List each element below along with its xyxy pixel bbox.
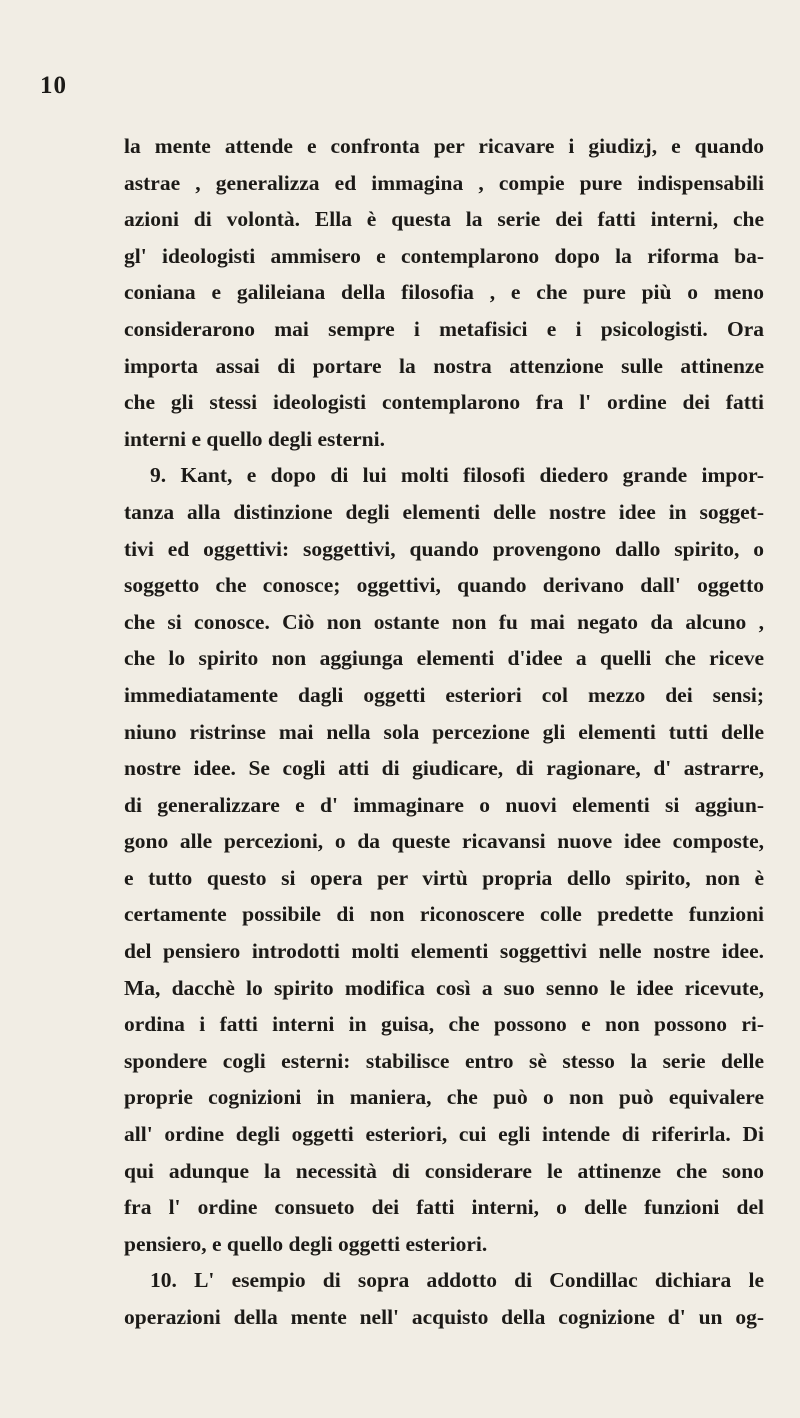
page-number: 10 xyxy=(40,72,67,99)
text-line: gl' ideologisti ammisero e contemplarono dopo la riforma ba- xyxy=(124,243,764,268)
text-line: coniana e galileiana della filosofia , e che pure più o meno xyxy=(124,280,764,305)
text-line: immediatamente dagli oggetti esteriori col mezzo dei sensi; xyxy=(124,682,764,707)
text-line: considerarono mai sempre i metafisici e i psicologisti. Ora xyxy=(124,316,764,341)
text-line: la mente attende e confronta per ricavare i giudizj, e quando xyxy=(124,134,764,158)
text-line: Ma, dacchè lo spirito modifica così a suo senno le idee ricevute, xyxy=(124,975,764,1000)
text-line: di generalizzare e d' immaginare o nuovi elementi si aggiun- xyxy=(124,792,764,817)
text-line: del pensiero introdotti molti elementi soggettivi nelle nostre idee. xyxy=(124,939,764,964)
text-line: 10. L' esempio di sopra addotto di Condillac dichiara le xyxy=(150,1268,764,1293)
text-line: operazioni della mente nell' acquisto della cognizione d' un og- xyxy=(124,1305,764,1329)
text-line: tanza alla distinzione degli elementi delle nostre idee in sogget- xyxy=(124,499,764,524)
text-line: qui adunque la necessità di considerare le attinenze che sono xyxy=(124,1158,764,1183)
text-line: che gli stessi ideologisti contemplarono fra l' ordine dei fatti xyxy=(124,390,764,415)
text-line: proprie cognizioni in maniera, che può o non può equivalere xyxy=(124,1085,764,1110)
body-text xyxy=(124,128,764,1336)
text-line: importa assai di portare la nostra attenzione sulle attinenze xyxy=(124,353,764,378)
text-line: pensiero, e quello degli oggetti esteriori. xyxy=(124,1231,488,1256)
text-line: tivi ed oggettivi: soggettivi, quando provengono dallo spirito, o xyxy=(124,536,764,561)
text-line: spondere cogli esterni: stabilisce entro sè stesso la serie delle xyxy=(124,1048,764,1073)
text-line: ordina i fatti interni in guisa, che possono e non possono ri- xyxy=(124,1012,764,1037)
text-line: astrae , generalizza ed immagina , compie pure indispensabili xyxy=(124,170,764,195)
text-line: e tutto questo si opera per virtù propria dello spirito, non è xyxy=(124,865,764,890)
text-line: interni e quello degli esterni. xyxy=(124,426,385,451)
text-line: che si conosce. Ciò non ostante non fu mai negato da alcuno , xyxy=(124,609,764,634)
text-line: certamente possibile di non riconoscere colle predette funzioni xyxy=(124,902,764,927)
text-line: azioni di volontà. Ella è questa la serie dei fatti interni, che xyxy=(124,207,764,232)
text-line: fra l' ordine consueto dei fatti interni, o delle funzioni del xyxy=(124,1195,764,1220)
text-line: niuno ristrinse mai nella sola percezione gli elementi tutti delle xyxy=(124,719,764,744)
text-line: all' ordine degli oggetti esteriori, cui egli intende di riferirla. Di xyxy=(124,1122,764,1147)
text-line: che lo spirito non aggiunga elementi d'idee a quelli che riceve xyxy=(124,646,764,671)
text-line: gono alle percezioni, o da queste ricavansi nuove idee composte, xyxy=(124,829,764,854)
text-line: soggetto che conosce; oggettivi, quando derivano dall' oggetto xyxy=(124,573,764,598)
text-line: nostre idee. Se cogli atti di giudicare, di ragionare, d' astrarre, xyxy=(124,756,764,781)
text-line: 9. Kant, e dopo di lui molti filosofi diedero grande impor- xyxy=(150,463,764,488)
